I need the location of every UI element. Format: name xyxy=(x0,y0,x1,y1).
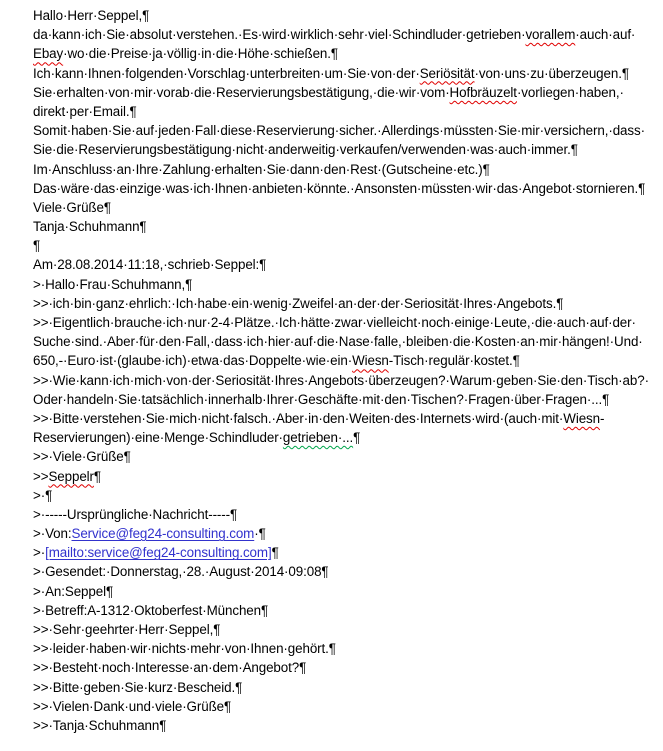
text-line xyxy=(33,639,659,658)
text-run: Am·28.08.2014·11:18,·schrieb·Seppel:¶ xyxy=(33,257,267,273)
misspelled-word: Wiesn xyxy=(352,353,389,369)
text-run: Reservierungen)·eine·Menge·Schindluder· xyxy=(33,430,283,446)
text-run: ¶ xyxy=(271,545,279,561)
misspelled-word: Wiesn xyxy=(563,410,600,426)
text-line xyxy=(33,179,659,198)
misspelled-word: vorallem xyxy=(525,27,576,43)
text-run: direkt·per·Email.¶ xyxy=(33,103,137,119)
text-line xyxy=(33,543,659,562)
text-run: >>·Bitte·geben·Sie·kurz·Bescheid.¶ xyxy=(33,679,243,695)
text-run: ¶ xyxy=(353,430,361,446)
text-run: Das·wäre·das·einzige·was·ich·Ihnen·anbieten·könnte.·Ansonsten·müssten·wir·das·Angebot·stornieren.¶ xyxy=(33,180,646,196)
text-run: Somit·haben·Sie·auf·jeden·Fall·diese·Reservierung·sicher.·Allerdings·müssten·Sie·mir·versichern,·dass· xyxy=(33,123,645,139)
text-run: >>·ich·bin·ganz·ehrlich:·Ich·habe·ein·wenig·Zweifel·an·der·der·Seriosität·Ihres·Angebots.¶ xyxy=(33,295,564,311)
text-run: >>·Tanja·Schuhmann¶ xyxy=(33,717,167,733)
text-run: -Tisch·regulär·kostet.¶ xyxy=(388,353,520,369)
text-run: >·Von: xyxy=(33,526,72,542)
text-run: Tanja·Schuhmann¶ xyxy=(33,219,147,235)
text-line xyxy=(33,620,659,639)
text-line xyxy=(33,467,659,486)
text-run: >>·Besteht·noch·Interesse·an·dem·Angebot?¶ xyxy=(33,660,307,676)
text-run: >>·Sehr·geehrter·Herr·Seppel,¶ xyxy=(33,622,221,637)
text-run: >·Hallo·Frau·Schuhmann,¶ xyxy=(33,276,193,292)
text-run: ¶ xyxy=(33,238,41,254)
text-run: >>·Eigentlich·brauche·ich·nur·2-4·Plätze.·Ich·hätte·zwar·vielleicht·noch·einige·Leute,·die·auch·auf·der· xyxy=(33,315,636,330)
text-run: Suche·sind.·Aber·für·den·Fall,·dass·ich·hier·auf·die·Nase·falle,·bleiben·die·Kosten·an·mir·hängen!·Und· xyxy=(33,334,643,350)
text-line xyxy=(33,658,659,677)
grammar-flagged-text: getrieben·... xyxy=(282,430,354,446)
text-line xyxy=(33,236,659,255)
text-line xyxy=(33,25,659,44)
text-run: 650,-·Euro·ist·(glaube·ich)·etwa·das·Doppelte·wie·ein· xyxy=(33,353,353,369)
text-run: ·¶ xyxy=(254,526,266,542)
text-run: >·Gesendet:·Donnerstag,·28.·August·2014·09:08¶ xyxy=(33,564,329,580)
text-line xyxy=(33,44,659,63)
text-line xyxy=(33,524,659,543)
text-run: >>·Bitte·verstehen·Sie·mich·nicht·falsch.·Aber·in·den·Weiten·des·Internets·wird·(auch·mit· xyxy=(33,410,564,426)
text-line xyxy=(33,390,659,409)
text-run: >·¶ xyxy=(33,487,53,503)
text-run: >· xyxy=(33,545,46,561)
text-run: ·wo·die·Preise·ja·völlig·in·die·Höhe·schießen.¶ xyxy=(63,46,338,62)
misspelled-word: Seriösität xyxy=(419,65,475,81)
text-line xyxy=(33,83,659,102)
text-line xyxy=(33,562,659,581)
text-line xyxy=(33,505,659,524)
text-line xyxy=(33,371,659,390)
text-run: >>·Vielen·Dank·und·viele·Grüße¶ xyxy=(33,698,232,714)
text-line xyxy=(33,294,659,313)
text-run: - xyxy=(600,410,605,426)
text-run: Viele·Grüße¶ xyxy=(33,199,111,215)
text-run: Sie·erhalten·von·mir·vorab·die·Reservierungsbestätigung,·die·wir·vom· xyxy=(33,84,450,100)
text-line xyxy=(33,716,659,735)
text-line xyxy=(33,582,659,601)
text-run: Ich·kann·Ihnen·folgenden·Vorschlag·unterbreiten·um·Sie·von·der· xyxy=(33,65,420,81)
text-run: >·Betreff:A-1312·Oktoberfest·München¶ xyxy=(33,602,269,618)
text-run: >>·Wie·kann·ich·mich·von·der·Seriosität·Ihres·Angebots·überzeugen?·Warum·geben·Sie·den·Tisch·ab?· xyxy=(33,372,649,388)
text-line xyxy=(33,6,659,25)
text-line xyxy=(33,697,659,716)
text-line xyxy=(33,140,659,159)
document-body xyxy=(33,6,659,735)
text-line xyxy=(33,601,659,620)
misspelled-word: Seppelr xyxy=(48,468,94,484)
misspelled-word: Hofbräuzelt xyxy=(449,84,517,100)
text-line xyxy=(33,217,659,236)
text-line xyxy=(33,447,659,466)
text-line xyxy=(33,64,659,83)
text-line xyxy=(33,486,659,505)
text-line xyxy=(33,313,659,332)
text-run: ·auch·auf· xyxy=(575,27,636,43)
text-line xyxy=(33,160,659,179)
text-line xyxy=(33,275,659,294)
misspelled-word: Ebay xyxy=(33,46,64,62)
text-line xyxy=(33,198,659,217)
text-run: >> xyxy=(33,468,49,484)
text-run: ·von·uns·zu·überzeugen.¶ xyxy=(474,65,629,81)
text-run: >·-----Ursprüngliche·Nachricht-----¶ xyxy=(33,506,238,522)
text-line xyxy=(33,351,659,370)
text-line xyxy=(33,678,659,697)
email-hyperlink[interactable]: [mailto:service@feg24-consulting.com] xyxy=(45,545,272,561)
text-line xyxy=(33,409,659,428)
text-run: Oder·handeln·Sie·tatsächlich·innerhalb·Ihrer·Geschäfte·mit·den·Tischen?·Fragen·über·Fragen·...¶ xyxy=(33,391,610,407)
text-run: ¶ xyxy=(93,468,102,484)
text-line xyxy=(33,102,659,121)
text-run: ·vorliegen·haben,· xyxy=(516,84,624,100)
email-hyperlink[interactable]: Service@feg24-consulting.com xyxy=(71,526,255,542)
text-run: da·kann·ich·Sie·absolut·verstehen.·Es·wird·wirklich·sehr·viel·Schindluder·getrieben· xyxy=(33,27,526,43)
text-run: >·An:Seppel¶ xyxy=(33,583,114,599)
text-run: Im·Anschluss·an·Ihre·Zahlung·erhalten·Sie·dann·den·Rest·(Gutscheine·etc.)¶ xyxy=(33,161,490,177)
text-run: >>·leider·haben·wir·nichts·mehr·von·Ihnen·gehört.¶ xyxy=(33,641,336,657)
text-line xyxy=(33,121,659,140)
text-line xyxy=(33,332,659,351)
text-line xyxy=(33,255,659,274)
text-run: Sie·die·Reservierungsbestätigung·nicht·anderweitig·verkaufen/verwenden·was·auch·immer.¶ xyxy=(33,142,578,158)
text-run: Hallo·Herr·Seppel,¶ xyxy=(33,8,150,23)
text-run: >>·Viele·Grüße¶ xyxy=(33,449,131,465)
text-line xyxy=(33,428,659,447)
